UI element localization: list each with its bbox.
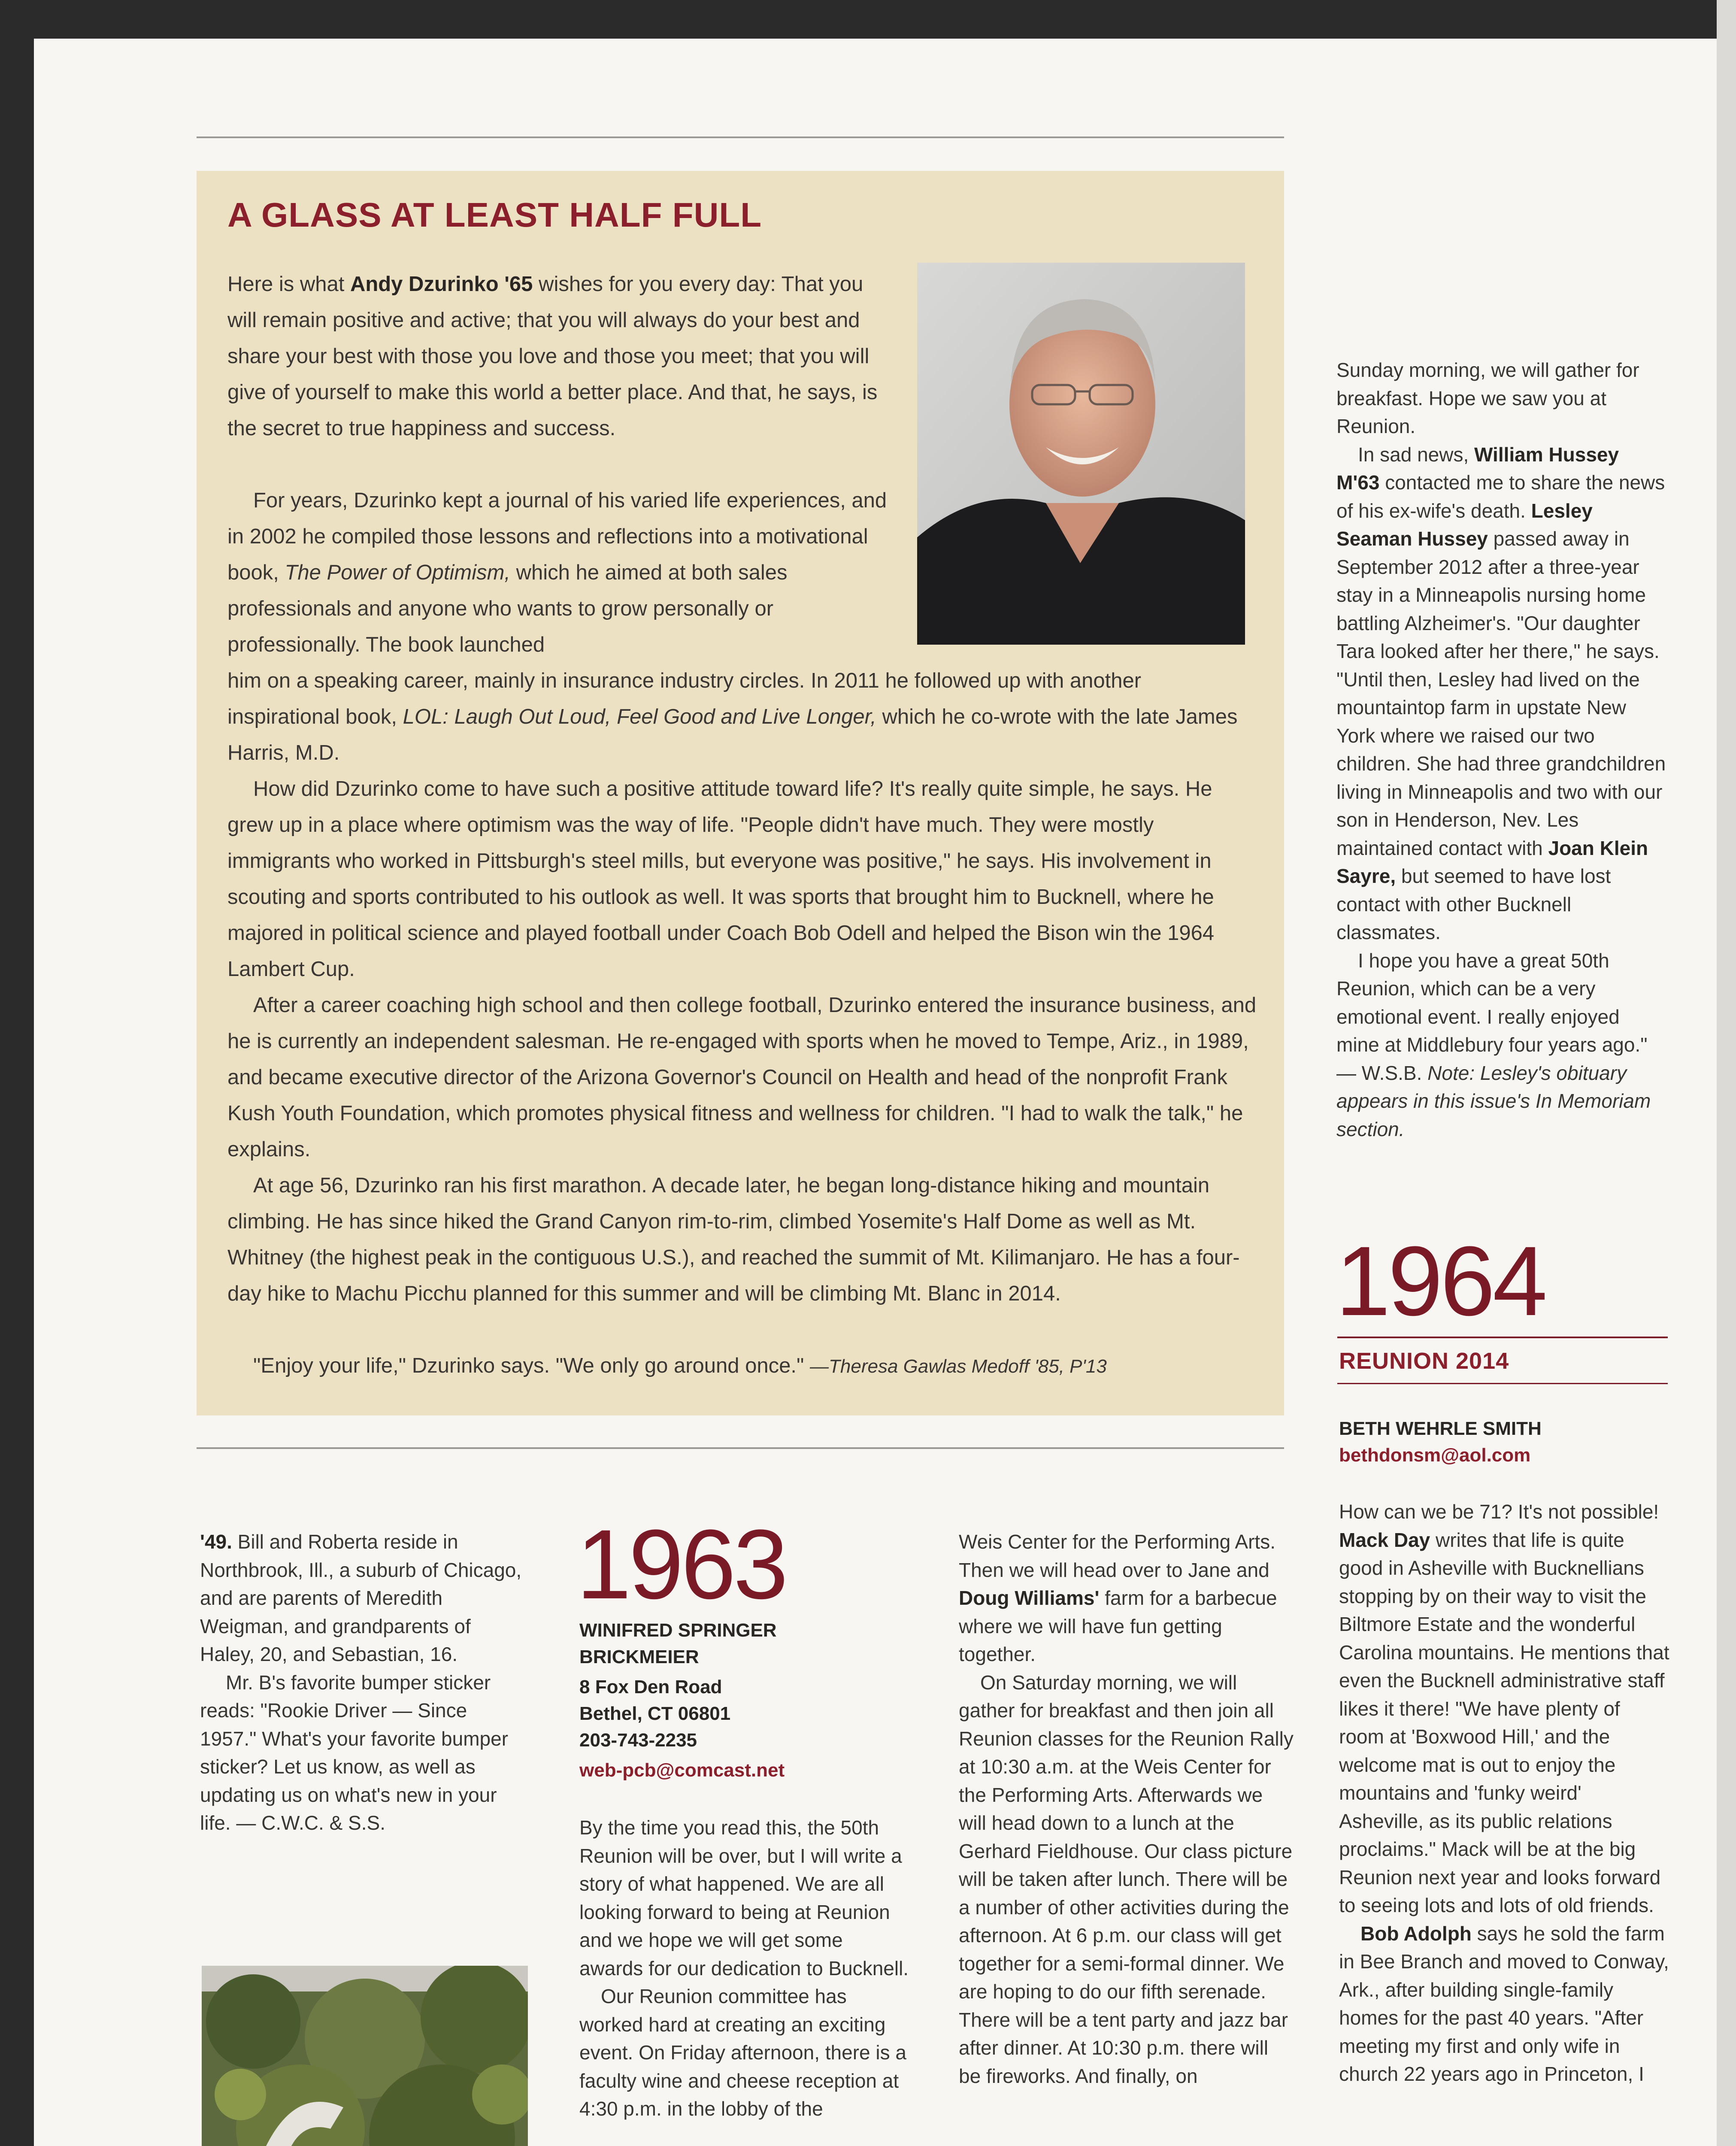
top-rule xyxy=(197,136,1284,138)
paragraph: By the time you read this, the 50th Reunion will be over, but I will write a story of what happened. We are all looking forward to being at Reunion and we hope we will get some awards for our dedication to Bucknell. xyxy=(579,1816,909,1979)
paragraph: Sunday morning, we will gather for breakfast. Hope we saw you at Reunion. xyxy=(1336,359,1639,437)
sidebar-paragraph-4: After a career coaching high school and then college football, Dzurinko entered the insurance business, and he is currently an independent salesman. He re-engaged with sports when he moved to Tempe, Ariz., in 1989, and became executive director of the Arizona Governor's Council on Health and head of the nonprofit Frank Kush Youth Foundation, which promotes physical fitness and wellness for children. "I had to walk the talk," he explains. xyxy=(227,994,1257,1161)
person-name: William Hussey M'63 xyxy=(1336,443,1619,494)
sidebar-paragraph-2b: him on a speaking career, mainly in insurance industry circles. In 2011 he followed up with another inspirational book, LOL: Laugh Out Loud, Feel Good and Live Longer, which he co-wrote with the late James Harris, M.D. xyxy=(227,669,1238,764)
person-name: Andy Dzurinko '65 xyxy=(350,273,533,296)
email-link[interactable]: bethdonsm@aol.com xyxy=(1339,1445,1531,1466)
paragraph: Bob Adolph says he sold the farm in Bee Branch and moved to Conway, Ark., after building single-family homes for the past 40 years. "After meeting my first and only wife in church 22 years ago in Princeton, I xyxy=(1339,1922,1669,2085)
sidebar-paragraph-3: How did Dzurinko come to have such a positive attitude toward life? It's really quite simple, he says. He grew up in a place where optimism was the way of life. "People didn't have much. They were mostly immigrants who worked in Pittsburgh's steel mills, but everyone was positive," he says. His involvement in scouting and sports contributed to his outlook as well. It was sports that brought him to Bucknell, where he majored in political science and played football under Coach Bob Odell and helped the Bison win the 1964 Lambert Cup. xyxy=(227,777,1215,981)
book-title: LOL: Laugh Out Loud, Feel Good and Live Longer, xyxy=(403,705,876,728)
sidebar-paragraph-5: At age 56, Dzurinko ran his first marathon. A decade later, he began long-distance hiking and mountain climbing. He has since hiked the Grand Canyon rim-to-rim, climbed Yosemite's Half Dome as well as Mt. Whitney (the highest peak in the contiguous U.S.), and reached the summit of Mt. Kilimanjaro. He has a four-day hike to Machu Picchu planned for this summer and will be climbing Mt. Blanc in 2014. xyxy=(227,1174,1240,1305)
correspondent-name: BETH WEHRLE SMITH xyxy=(1339,1418,1542,1439)
paragraph: How can we be 71? It's not possible! Mack Day writes that life is quite good in Asheville with Bucknellians stopping by on their way to visit the Biltmore Estate and the wonderful Carolina mountains. He mentions that even the Bucknell administrative staff likes it there! "We have plenty of room at 'Boxwood Hill,' and the welcome mat is out to enjoy the mountains and 'funky weird' Asheville, as its public relations proclaims." Mack will be at the big Reunion next year and looks forward to seeing lots and lots of old friends. xyxy=(1339,1500,1669,1916)
class-year-1964: 1964 xyxy=(1336,1226,1545,1336)
person-name: Lesley Seaman Hussey xyxy=(1336,499,1593,550)
paragraph: Mr. B's favorite bumper sticker reads: "Rookie Driver — Since 1957." What's your favorite bumper sticker? Let us know, as well as updating us on what's new in your life. — C.W.C. & S.S. xyxy=(200,1671,509,1834)
paragraph: I hope you have a great 50th Reunion, which can be a very emotional event. I really enjoyed mine at Middlebury four years ago." — W.S.B. Note: Lesley's obituary appears in this issue's In Memoriam section. xyxy=(1336,949,1651,1140)
byline: —Theresa Gawlas Medoff '85, P'13 xyxy=(810,1356,1107,1377)
section-rule xyxy=(197,1447,1284,1449)
person-name: Doug Williams' xyxy=(959,1587,1100,1609)
editor-note: Note: Lesley's obituary appears in this issue's In Memoriam section. xyxy=(1336,1061,1651,1140)
reunion-rule xyxy=(1337,1383,1668,1384)
sidebar-title: A GLASS AT LEAST HALF FULL xyxy=(227,196,762,234)
correspondent-name: WINIFRED SPRINGER BRICKMEIER xyxy=(579,1620,777,1667)
person-name: Mack Day xyxy=(1339,1528,1430,1551)
email-link[interactable]: web-pcb@comcast.net xyxy=(579,1760,785,1781)
book-title: The Power of Optimism, xyxy=(285,561,511,584)
paragraph: On Saturday morning, we will gather for breakfast and then join all Reunion classes for the Reunion Rally at 10:30 a.m. at the Weis Center for the Performing Arts. Afterwards we will head down to a lunch at the Gerhard Fieldhouse. Our class picture will be taken after lunch. There will be a number of other activities during the afternoon. At 6 p.m. our class will get together for a semi-formal dinner. We are hoping to do our fifth serenade. There will be a tent party and jazz bar after dinner. At 10:30 p.m. there will be fireworks. And finally, on xyxy=(959,1671,1294,2087)
class-year-ref: '49. xyxy=(200,1531,232,1553)
paragraph: '49. Bill and Roberta reside in Northbrook, Ill., a suburb of Chicago, and are parents of Meredith Weigman, and grandparents of Haley, 20, and Sebastian, 16. xyxy=(200,1531,522,1665)
class-1964-notes xyxy=(1339,1498,1669,2088)
paragraph: Weis Center for the Performing Arts. Then we will head over to Jane and Doug Williams' farm for a barbecue where we will have fun getting together. xyxy=(959,1531,1277,1665)
page-edge xyxy=(1717,0,1736,2146)
sidebar-paragraph-6: "Enjoy your life," Dzurinko says. "We only go around once." —Theresa Gawlas Medoff '85, P'13 xyxy=(253,1354,1107,1377)
person-name: Bob Adolph xyxy=(1360,1922,1472,1945)
sidebar-paragraph-1: Here is what Andy Dzurinko '65 wishes for you every day: That you will remain positive and active; that you will always do your best and share your best with those you love and those you meet; that you will give of yourself to make this world a better place. And that, he says, is the secret to true happiness and success. xyxy=(227,273,878,440)
class-1963-notes xyxy=(579,1814,910,2123)
sidebar-paragraph-2a: For years, Dzurinko kept a journal of his varied life experiences, and in 2002 he compiled those lessons and reflections into a motivational book, The Power of Optimism, which he aimed at both sales professionals and anyone who wants to grow personally or professionally. The book launched xyxy=(227,489,887,656)
person-name: Joan Klein Sayre, xyxy=(1336,837,1648,887)
correspondent-address: 8 Fox Den Road Bethel, CT 06801 203-743-2235 xyxy=(579,1676,731,1751)
right-column-continuation xyxy=(1336,356,1667,1143)
column-1 xyxy=(200,1528,526,1837)
portrait-photo xyxy=(917,263,1245,645)
class-year-1963: 1963 xyxy=(576,1509,786,1619)
reunion-label: REUNION 2014 xyxy=(1339,1348,1509,1374)
year-rule xyxy=(1337,1337,1668,1338)
paragraph: Our Reunion committee has worked hard at creating an exciting event. On Friday afternoon, there is a faculty wine and cheese reception at 4:30 p.m. in the lobby of the xyxy=(579,1985,906,2120)
column-3 xyxy=(959,1528,1294,2090)
paragraph: In sad news, William Hussey M'63 contacted me to share the news of his ex-wife's death. Lesley Seaman Hussey passed away in September 2012 after a three-year stay in a Minneapolis nursing home battling Alzheimer's. "Our daughter Tara looked after her there," he says. "Until then, Lesley had lived on the mountaintop farm in upstate New York where we raised our two children. She had three grandchildren living in Minneapolis and two with our son in Henderson, Nev. Les maintained contact with Joan Klein Sayre, but seemed to have lost contact with other Bucknell classmates. xyxy=(1336,443,1666,943)
garden-photo xyxy=(202,1966,528,2146)
